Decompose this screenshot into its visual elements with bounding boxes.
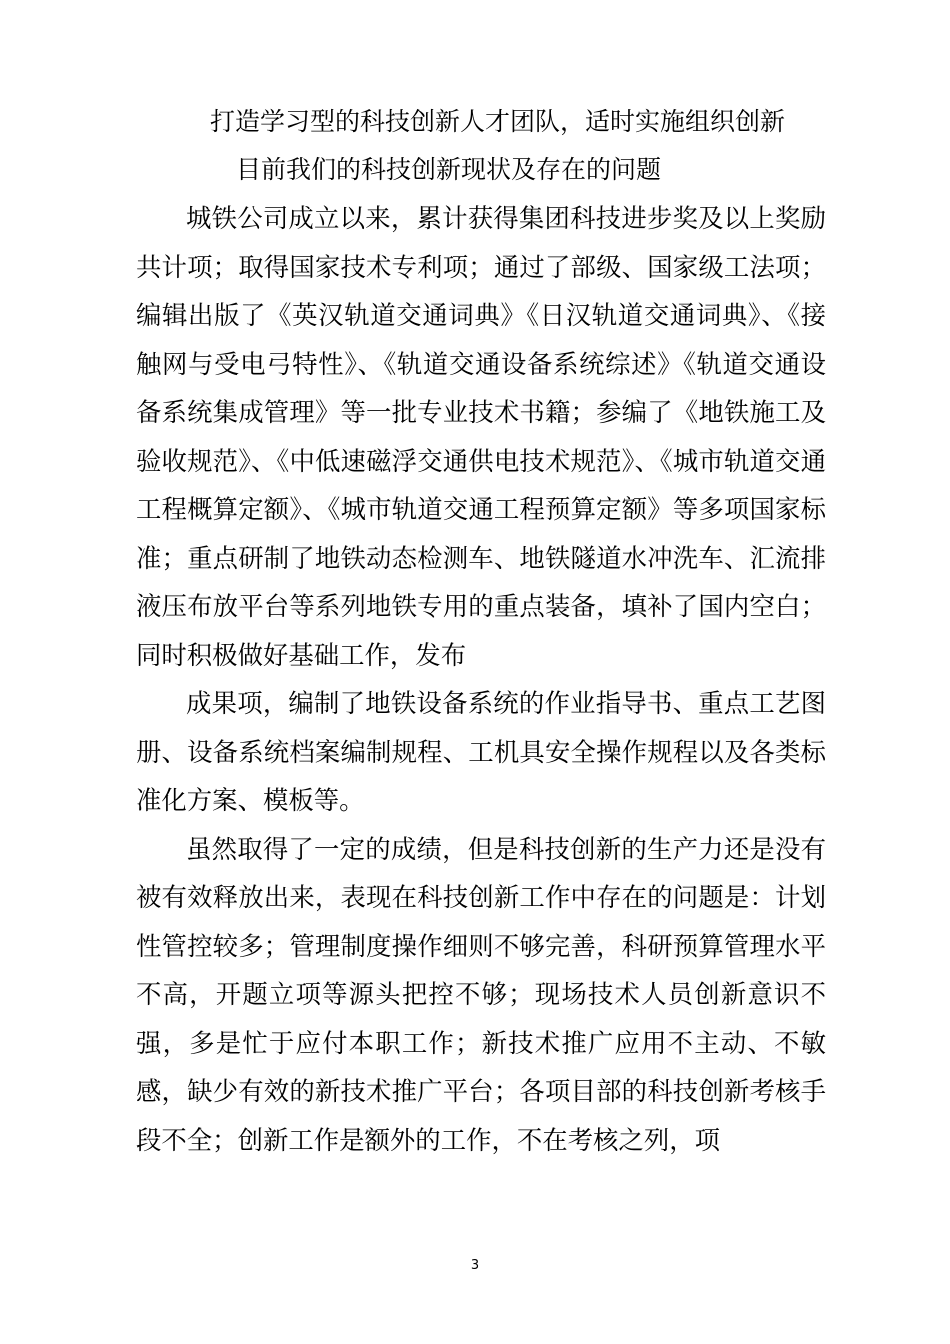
section-subtitle: 目前我们的科技创新现状及存在的问题 — [236, 155, 662, 184]
page-number: 3 — [470, 1258, 480, 1273]
paragraph-results: 成果项，编制了地铁设备系统的作业指导书、重点工艺图册、设备系统档案编制规程、工机具安全操作规程以及各类标准化方案、模板等。 — [136, 688, 826, 815]
section-title: 打造学习型的科技创新人才团队，适时实施组织创新 — [210, 107, 786, 136]
document-body — [136, 98, 826, 1164]
paragraph-problems: 虽然取得了一定的成绩，但是科技创新的生产力还是没有被有效释放出来，表现在科技创新工作中存在的问题是：计划性管控较多；管理制度操作细则不够完善，科研预算管理水平不高，开题立项等源头把控不够；现场技术人员创新意识不强，多是忙于应付本职工作；新技术推广应用不主动、不敏感，缺少有效的新技术推广平台；各项目部的科技创新考核手段不全；创新工作是额外的工作，不在考核之列，项 — [136, 833, 826, 1155]
paragraph-achievements: 城铁公司成立以来，累计获得集团科技进步奖及以上奖励共计项；取得国家技术专利项；通过了部级、国家级工法项；编辑出版了《英汉轨道交通词典》《日汉轨道交通词典》、《接触网与受电弓特性》、《轨道交通设备系统综述》《轨道交通设备系统集成管理》等一批专业技术书籍；参编了《地铁施工及验收规范》、《中低速磁浮交通供电技术规范》、《城市轨道交通工程概算定额》、《城市轨道交通工程预算定额》等多项国家标准；重点研制了地铁动态检测车、地铁隧道水冲洗车、汇流排液压布放平台等系列地铁专用的重点装备，填补了国内空白；同时积极做好基础工作，发布 — [136, 203, 826, 670]
